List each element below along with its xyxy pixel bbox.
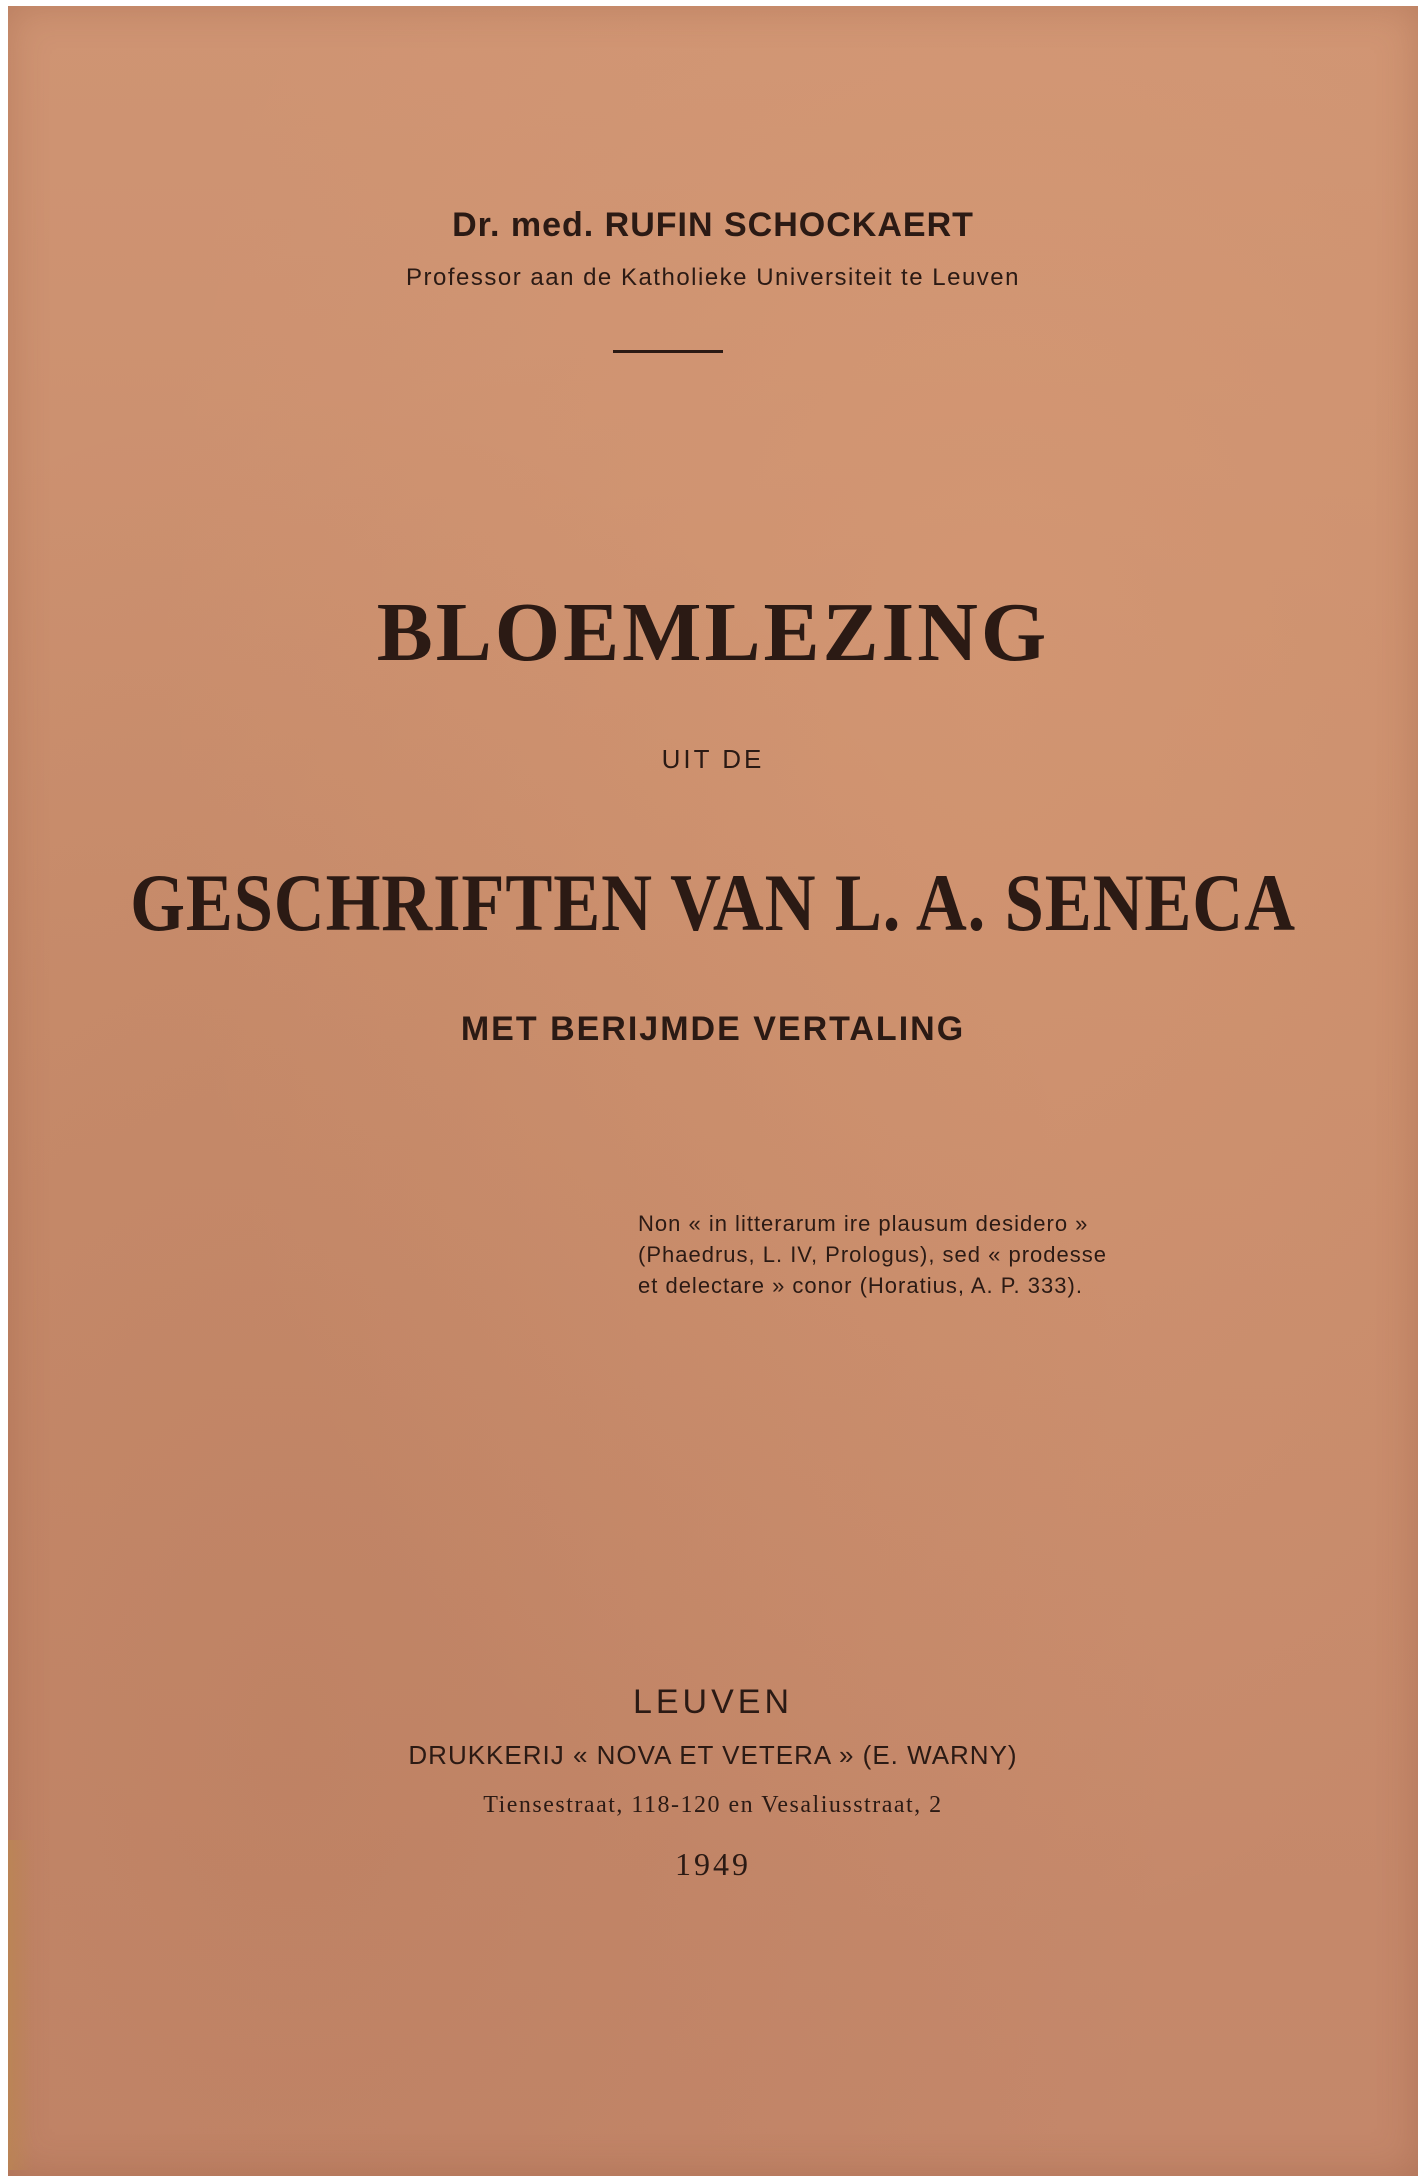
epigraph-line: et delectare » conor (Horatius, A. P. 333). bbox=[638, 1273, 1083, 1298]
publication-year: 1949 bbox=[675, 1846, 751, 1882]
epigraph-line: Non « in litterarum ire plausum desidero » bbox=[638, 1211, 1089, 1236]
author-name: Dr. med. RUFIN SCHOCKAERT bbox=[452, 206, 974, 244]
divider-rule bbox=[613, 350, 723, 353]
title-connector: UIT DE bbox=[661, 744, 765, 774]
book-subtitle: GESCHRIFTEN VAN L. A. SENECA bbox=[130, 857, 1296, 948]
spine-edge bbox=[8, 1840, 34, 2170]
printer-address: Tiensestraat, 118-120 en Vesaliusstraat, 2 bbox=[483, 1792, 943, 1818]
epigraph-line: (Phaedrus, L. IV, Prologus), sed « prodesse bbox=[638, 1242, 1107, 1267]
author-affiliation: Professor aan de Katholieke Universiteit te Leuven bbox=[406, 264, 1020, 291]
printer-name: DRUKKERIJ « NOVA ET VETERA » (E. WARNY) bbox=[408, 1740, 1018, 1770]
book-cover bbox=[8, 6, 1418, 2176]
publication-place: LEUVEN bbox=[632, 1683, 794, 1721]
subtitle-note: MET BERIJMDE VERTALING bbox=[460, 1010, 966, 1048]
book-title: BLOEMLEZING bbox=[376, 586, 1050, 679]
epigraph bbox=[638, 1208, 1178, 1301]
